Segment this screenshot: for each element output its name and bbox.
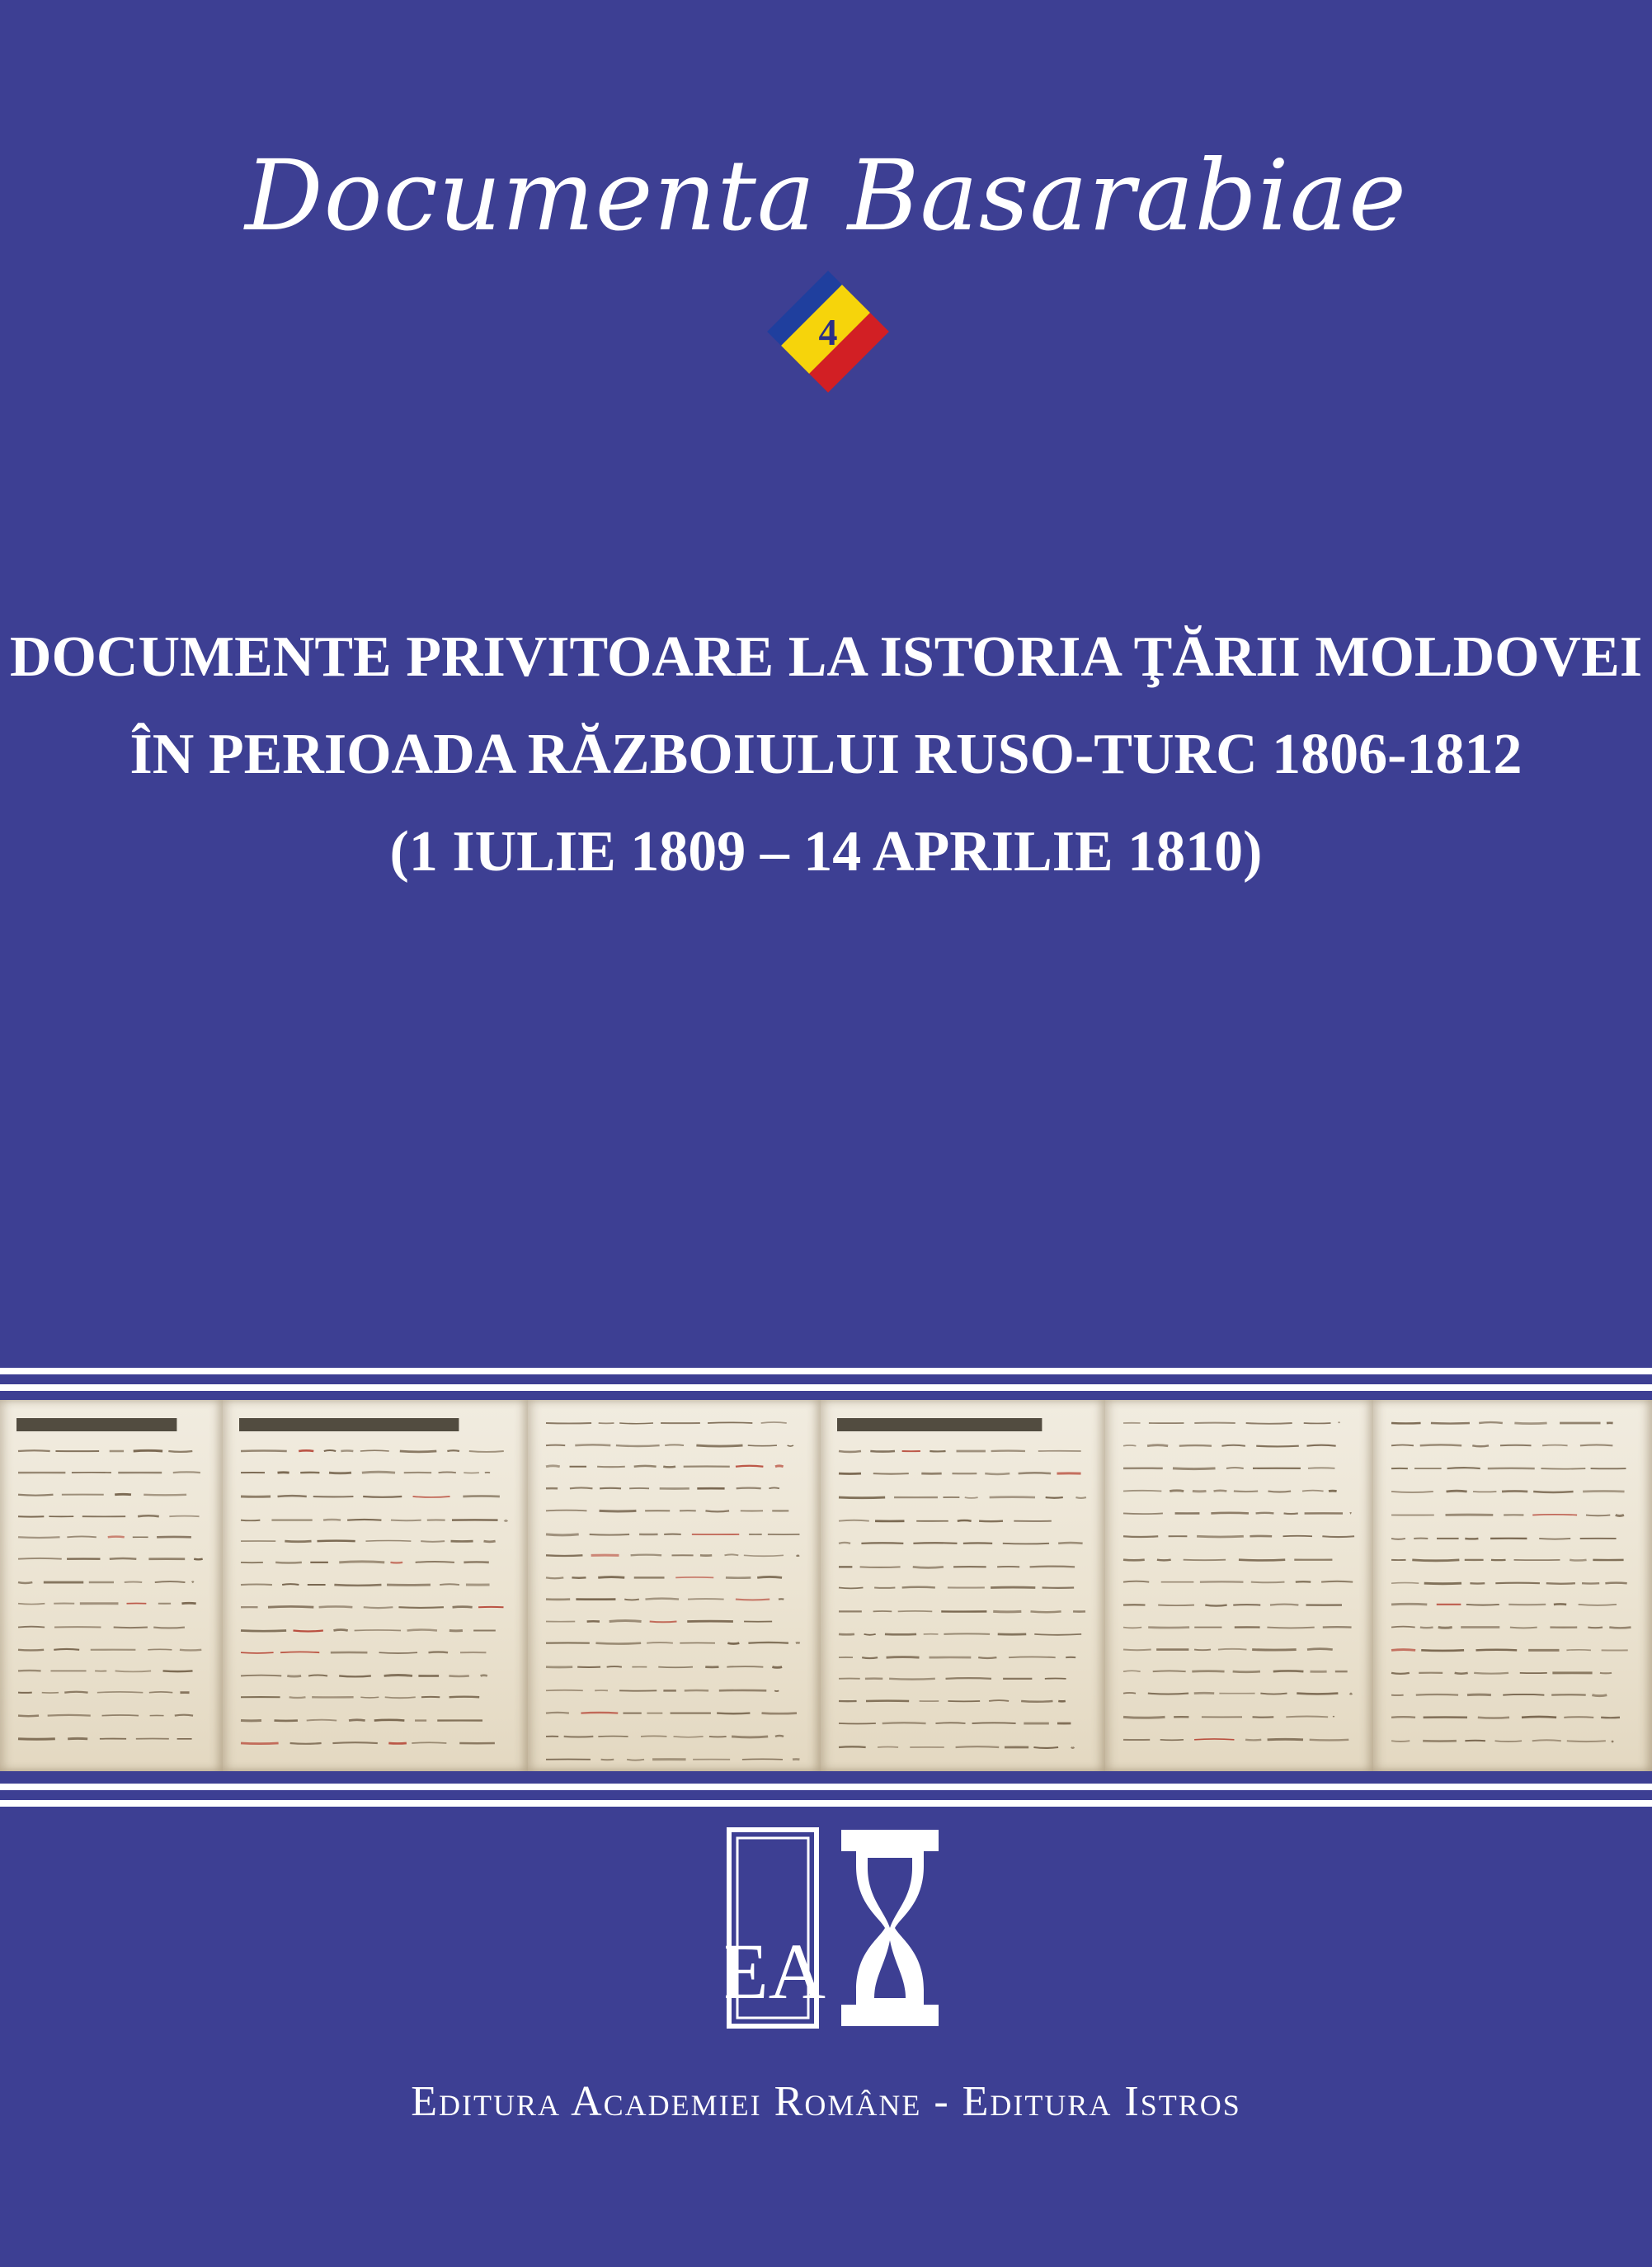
publisher-name: Editura Academiei Române - Editura Istros <box>411 2078 1241 2125</box>
series-title: Documenta Basarabiae <box>245 139 1407 252</box>
volume-number: 4 <box>818 311 838 353</box>
manuscript-page <box>223 1400 528 1771</box>
handwriting-texture <box>223 1400 528 1771</box>
editura-academiei-logo <box>726 1830 826 2026</box>
flag-icon <box>762 266 894 398</box>
divider-rule <box>0 1368 1652 1374</box>
handwriting-texture <box>821 1400 1105 1771</box>
handwriting-texture <box>0 1400 223 1771</box>
logo-letters: EA <box>726 1927 826 2015</box>
handwriting-texture <box>1373 1400 1652 1771</box>
title-line-3: (1 IULIE 1809 – 14 APRILIE 1810) <box>389 820 1263 884</box>
volume-flag-badge <box>762 266 894 398</box>
handwriting-texture <box>1105 1400 1373 1771</box>
divider-rule <box>0 1784 1652 1790</box>
manuscript-image-band <box>0 1400 1652 1771</box>
manuscript-page <box>821 1400 1105 1771</box>
manuscript-page <box>0 1400 223 1771</box>
hourglass-icon <box>841 1830 939 2026</box>
handwriting-texture <box>528 1400 821 1771</box>
divider-rule <box>0 1800 1652 1807</box>
title-line-2: ÎN PERIOADA RĂZBOIULUI RUSO-TURC 1806-1812 <box>129 723 1523 786</box>
title-line-1: DOCUMENTE PRIVITOARE LA ISTORIA ŢĂRII MOLDOVEI <box>9 625 1643 689</box>
manuscript-page <box>1105 1400 1373 1771</box>
manuscript-page <box>1373 1400 1652 1771</box>
manuscript-page <box>528 1400 821 1771</box>
book-title <box>0 609 1652 901</box>
publisher-logos <box>726 1825 948 2031</box>
divider-rule <box>0 1384 1652 1391</box>
